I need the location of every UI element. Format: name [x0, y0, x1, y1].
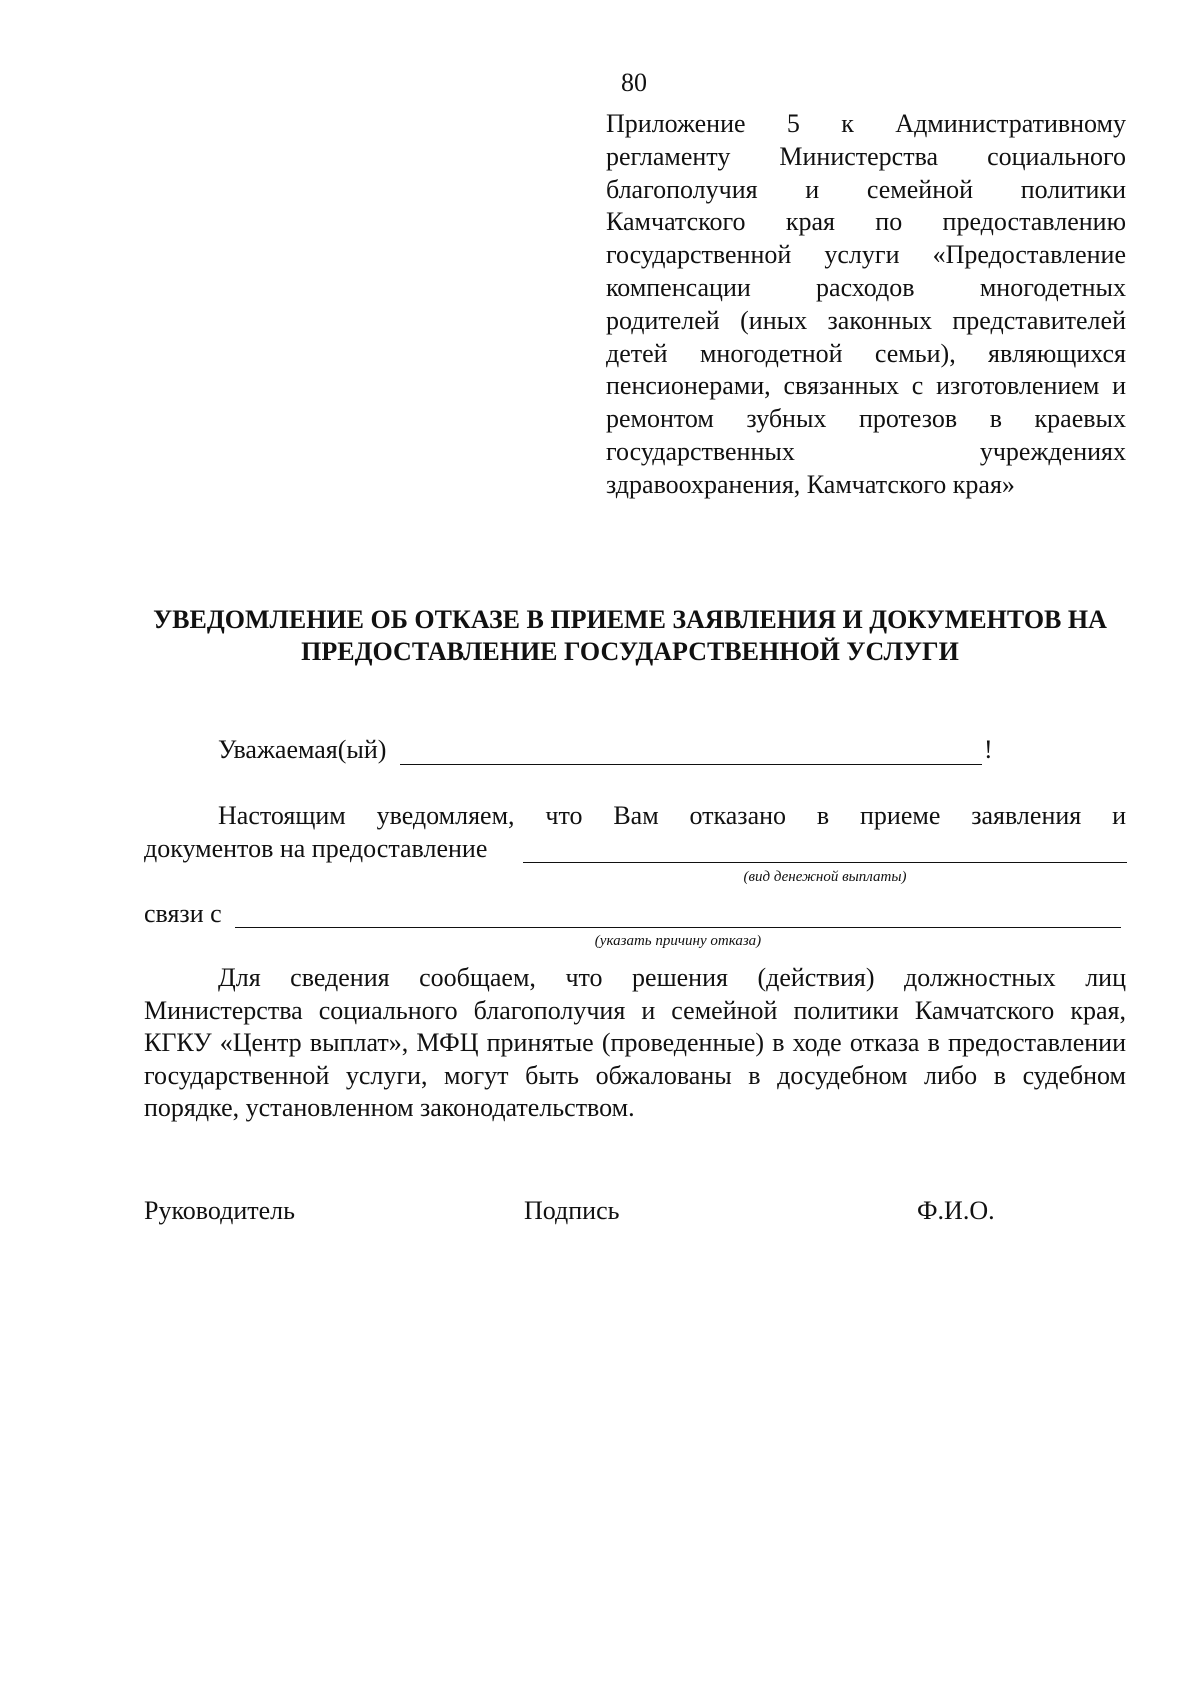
salutation-label: Уважаемая(ый) [218, 735, 387, 764]
info-paragraph: Для сведения сообщаем, что решения (действия) должностных лиц Министерства социального благополучия и семейной политики Камчатского края, КГКУ «Центр выплат», МФЦ принятые (проведенные) в ходе отказа в предоставлении государственной услуги, могут быть обжалованы в досудебном либо в судебном порядке, установленном законодательством. [144, 963, 1126, 1123]
refusal-reason-caption: (указать причину отказа) [594, 933, 762, 949]
payment-type-blank[interactable] [523, 836, 1127, 863]
notice-line-1: Настоящим уведомляем, что Вам отказано в приеме заявления и [218, 801, 1126, 830]
signature-name: Ф.И.О. [917, 1196, 995, 1225]
payment-type-caption: (вид денежной выплаты) [743, 869, 907, 885]
recipient-name-blank[interactable] [400, 738, 982, 765]
document-title: УВЕДОМЛЕНИЕ ОБ ОТКАЗЕ В ПРИЕМЕ ЗАЯВЛЕНИЯ И ДОКУМЕНТОВ НА ПРЕДОСТАВЛЕНИЕ ГОСУДАРСТВЕННОЙ УСЛУГИ [153, 605, 1107, 666]
notice-line-2: документов на предоставление [144, 834, 488, 863]
page-number: 80 [621, 68, 647, 97]
salutation-ending: ! [984, 735, 993, 764]
signature-label: Подпись [524, 1196, 620, 1225]
appendix-reference: Приложение 5 к Административному регламенту Министерства социального благополучия и семейной политики Камчатского края по предоставлению государственной услуги «Предоставление компенсации расходов многодетных родителей (иных законных представителей детей многодетной семьи), являющихся пенсионерами, связанных с изготовлением и ремонтом зубных протезов в краевых государственных учреждениях здравоохранения, Камчатского края» [606, 109, 1126, 499]
signature-position: Руководитель [144, 1196, 295, 1225]
notice-line-3: связи с [144, 899, 222, 928]
refusal-reason-blank[interactable] [235, 901, 1121, 928]
